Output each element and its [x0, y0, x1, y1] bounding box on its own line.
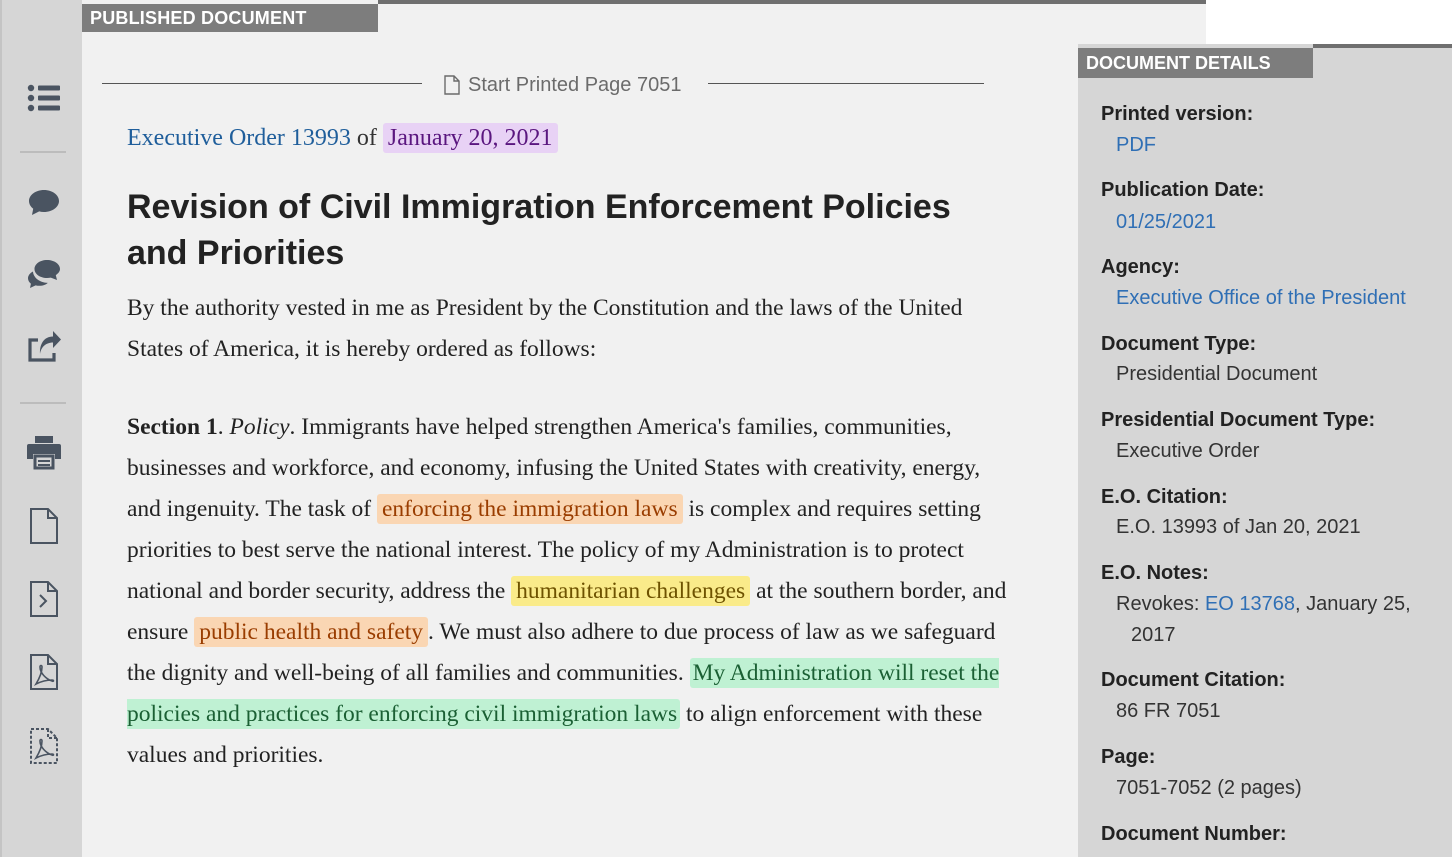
comments-icon[interactable]	[22, 254, 66, 294]
published-document-tab: PUBLISHED DOCUMENT	[82, 4, 378, 32]
document-citation-label: Document Citation:	[1101, 669, 1286, 691]
highlight-humanitarian[interactable]: humanitarian challenges	[511, 576, 750, 606]
document-next-icon[interactable]	[22, 579, 66, 619]
document-type-value: Presidential Document	[1116, 363, 1318, 385]
agency-link[interactable]: Executive Office of the President	[1116, 287, 1406, 309]
section-label: Section 1	[127, 414, 218, 440]
highlight-enforcing[interactable]: enforcing the immigration laws	[377, 494, 683, 524]
pdf-link[interactable]: PDF	[1116, 134, 1156, 156]
intro-paragraph: By the authority vested in me as President by the Constitution and the laws of the United States of America, it is hereby ordered as follows:	[127, 295, 963, 362]
section-text-5: to align enforcement with these values and priorities.	[127, 701, 983, 768]
pdf-dashed-icon[interactable]	[22, 726, 66, 766]
toolbar-divider	[20, 151, 66, 153]
eo-notes-prefix: Revokes:	[1116, 593, 1205, 615]
eo-of: of	[356, 125, 377, 151]
section-heading: Policy	[229, 414, 290, 440]
highlight-public-health[interactable]: public health and safety	[194, 617, 428, 647]
section-text-1: . Immigrants have helped strengthen America's families, communities, businesses and workforce, and economy, infusing the United States with creativity, energy, and ingenuity. The task of	[127, 414, 981, 522]
eo-13768-link[interactable]: EO 13768	[1204, 593, 1296, 615]
eo-citation-label: E.O. Citation:	[1101, 486, 1228, 508]
section-text-3: at the southern border, and ensure	[127, 578, 1007, 645]
rule-left	[102, 83, 422, 84]
eo-citation-value: E.O. 13993 of Jan 20, 2021	[1116, 516, 1361, 538]
document-icon[interactable]	[22, 506, 66, 546]
section-text-2: is complex and requires setting priorities to best serve the national interest. The policy of my Administration is to protect national and border security, address the	[127, 496, 981, 604]
page-icon	[444, 75, 460, 95]
print-icon[interactable]	[22, 432, 66, 472]
pdf-icon[interactable]	[22, 652, 66, 692]
presidential-document-type-label: Presidential Document Type:	[1101, 409, 1376, 431]
document-number-label: Document Number:	[1101, 823, 1287, 845]
toolbar-divider	[20, 402, 66, 404]
eo-notes-suffix: , January 25,	[1295, 593, 1411, 615]
eo-date: January 20, 2021	[383, 123, 558, 153]
printed-page-marker	[102, 70, 984, 100]
highlight-reset-policies[interactable]: My Administration will reset the policies and practices for enforcing civil immigration laws	[127, 660, 1000, 727]
printed-page-label	[444, 70, 681, 100]
agency-label: Agency:	[1101, 256, 1180, 278]
tab-rule	[378, 0, 1206, 4]
presidential-document-type-value: Executive Order	[1116, 440, 1260, 462]
share-icon[interactable]	[22, 327, 66, 367]
eo-notes-label: E.O. Notes:	[1101, 562, 1209, 584]
eo-link[interactable]: Executive Order 13993	[127, 125, 351, 151]
eo-heading	[127, 120, 558, 156]
section-text-4: . We must also adhere to due process of law as we safeguard the dignity and well-being of all families and communities.	[127, 619, 996, 686]
publication-date-label: Publication Date:	[1101, 179, 1265, 201]
publication-date-link[interactable]: 01/25/2021	[1116, 211, 1217, 233]
document-citation-value: 86 FR 7051	[1116, 700, 1221, 722]
eo-notes-value	[1116, 591, 1411, 617]
section-sep: .	[217, 414, 230, 440]
details-tab-rule	[1313, 44, 1452, 48]
document-title: Revision of Civil Immigration Enforcement Policies and Priorities	[127, 188, 951, 272]
comment-icon[interactable]	[22, 182, 66, 222]
eo-notes-year: 2017	[1131, 624, 1176, 646]
printed-version-label: Printed version:	[1101, 103, 1254, 125]
left-toolbar	[0, 0, 82, 857]
document-details-tab: DOCUMENT DETAILS	[1078, 48, 1313, 78]
rule-right	[708, 83, 984, 84]
list-icon[interactable]	[22, 78, 66, 118]
printed-page-text: Start Printed Page 7051	[468, 74, 682, 96]
page-label: Page:	[1101, 746, 1156, 768]
page-value: 7051-7052 (2 pages)	[1116, 777, 1302, 799]
section-1-paragraph	[127, 407, 1007, 776]
document-type-label: Document Type:	[1101, 333, 1257, 355]
